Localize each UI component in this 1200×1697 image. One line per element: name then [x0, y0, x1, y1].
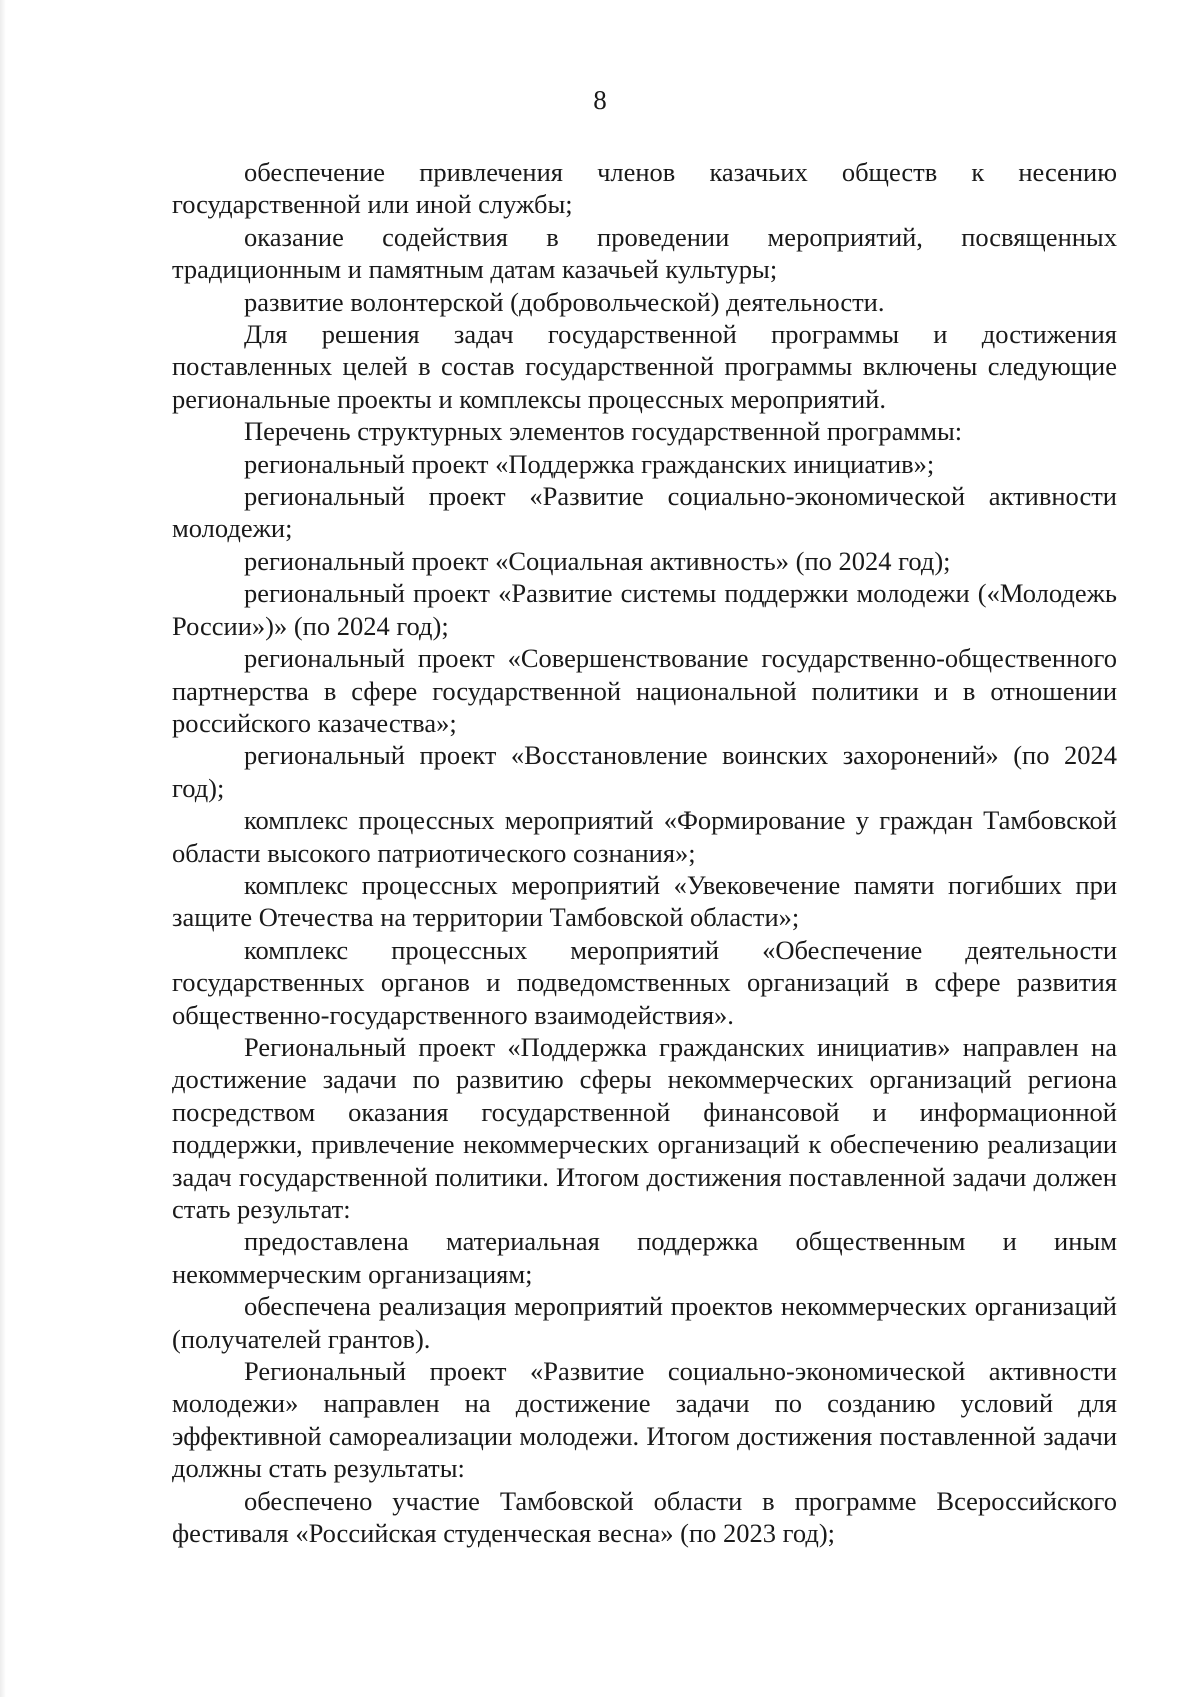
paragraph: Перечень структурных элементов государственной программы: [244, 416, 963, 447]
paragraph: Для решения задач государственной программы и достижения поставленных целей в состав государственной программы включены следующие региональные проекты и комплексы процессных мероприятий. [172, 319, 1117, 414]
list-item: комплекс процессных мероприятий «Увековечение памяти погибших при защите Отечества на территории Тамбовской области»; [172, 869, 1117, 933]
list-item: региональный проект «Совершенствование государственно-общественного партнерства в сфере государственной национальной политики и в отношении российского казачества»; [172, 643, 1117, 738]
list-item: комплекс процессных мероприятий «Формирование у граждан Тамбовской области высокого патриотического сознания»; [172, 805, 1117, 868]
document-body [172, 156, 1117, 1549]
list-item: предоставлена материальная поддержка общественным и иным некоммерческим организациям; [172, 1226, 1117, 1289]
paragraph: развитие волонтерской (добровольческой) деятельности. [244, 286, 885, 317]
list-item: региональный проект «Социальная активность» (по 2024 год); [244, 545, 951, 576]
paragraph: оказание содействия в проведении мероприятий, посвященных традиционным и памятным датам казачьей культуры; [172, 221, 1117, 285]
paragraph: обеспечение привлечения членов казачьих обществ к несению государственной или иной службы; [172, 157, 1117, 220]
paragraph: Региональный проект «Поддержка гражданских инициатив» направлен на достижение задачи по развитию сферы некоммерческих организаций региона посредством оказания государственной финансовой и информационной поддержки, привлечение некоммерческих организаций к обеспечению реализации задач государственной политики. Итогом достижения поставленной задачи должен стать результат: [172, 1031, 1117, 1224]
list-item: обеспечено участие Тамбовской области в программе Всероссийского фестиваля «Российская студенческая весна» (по 2023 год); [172, 1485, 1117, 1549]
page-number: 8 [593, 85, 607, 115]
list-item: комплекс процессных мероприятий «Обеспечение деятельности государственных органов и подведомственных организаций в сфере развития общественно-государственного взаимодействия». [172, 934, 1117, 1030]
list-item: региональный проект «Восстановление воинских захоронений» (по 2024 год); [172, 740, 1117, 803]
list-item: региональный проект «Поддержка гражданских инициатив»; [244, 448, 935, 479]
paragraph: Региональный проект «Развитие социально-экономической активности молодежи» направлен на достижение задачи по созданию условий для эффективной самореализации молодежи. Итогом достижения поставленной задачи должны стать результаты: [172, 1356, 1117, 1484]
scan-edge [0, 0, 6, 1697]
list-item: региональный проект «Развитие системы поддержки молодежи («Молодежь России»)» (по 2024 год); [172, 578, 1117, 641]
list-item: обеспечена реализация мероприятий проектов некоммерческих организаций (получателей грантов). [172, 1291, 1117, 1354]
list-item: региональный проект «Развитие социально-экономической активности молодежи; [172, 481, 1117, 544]
